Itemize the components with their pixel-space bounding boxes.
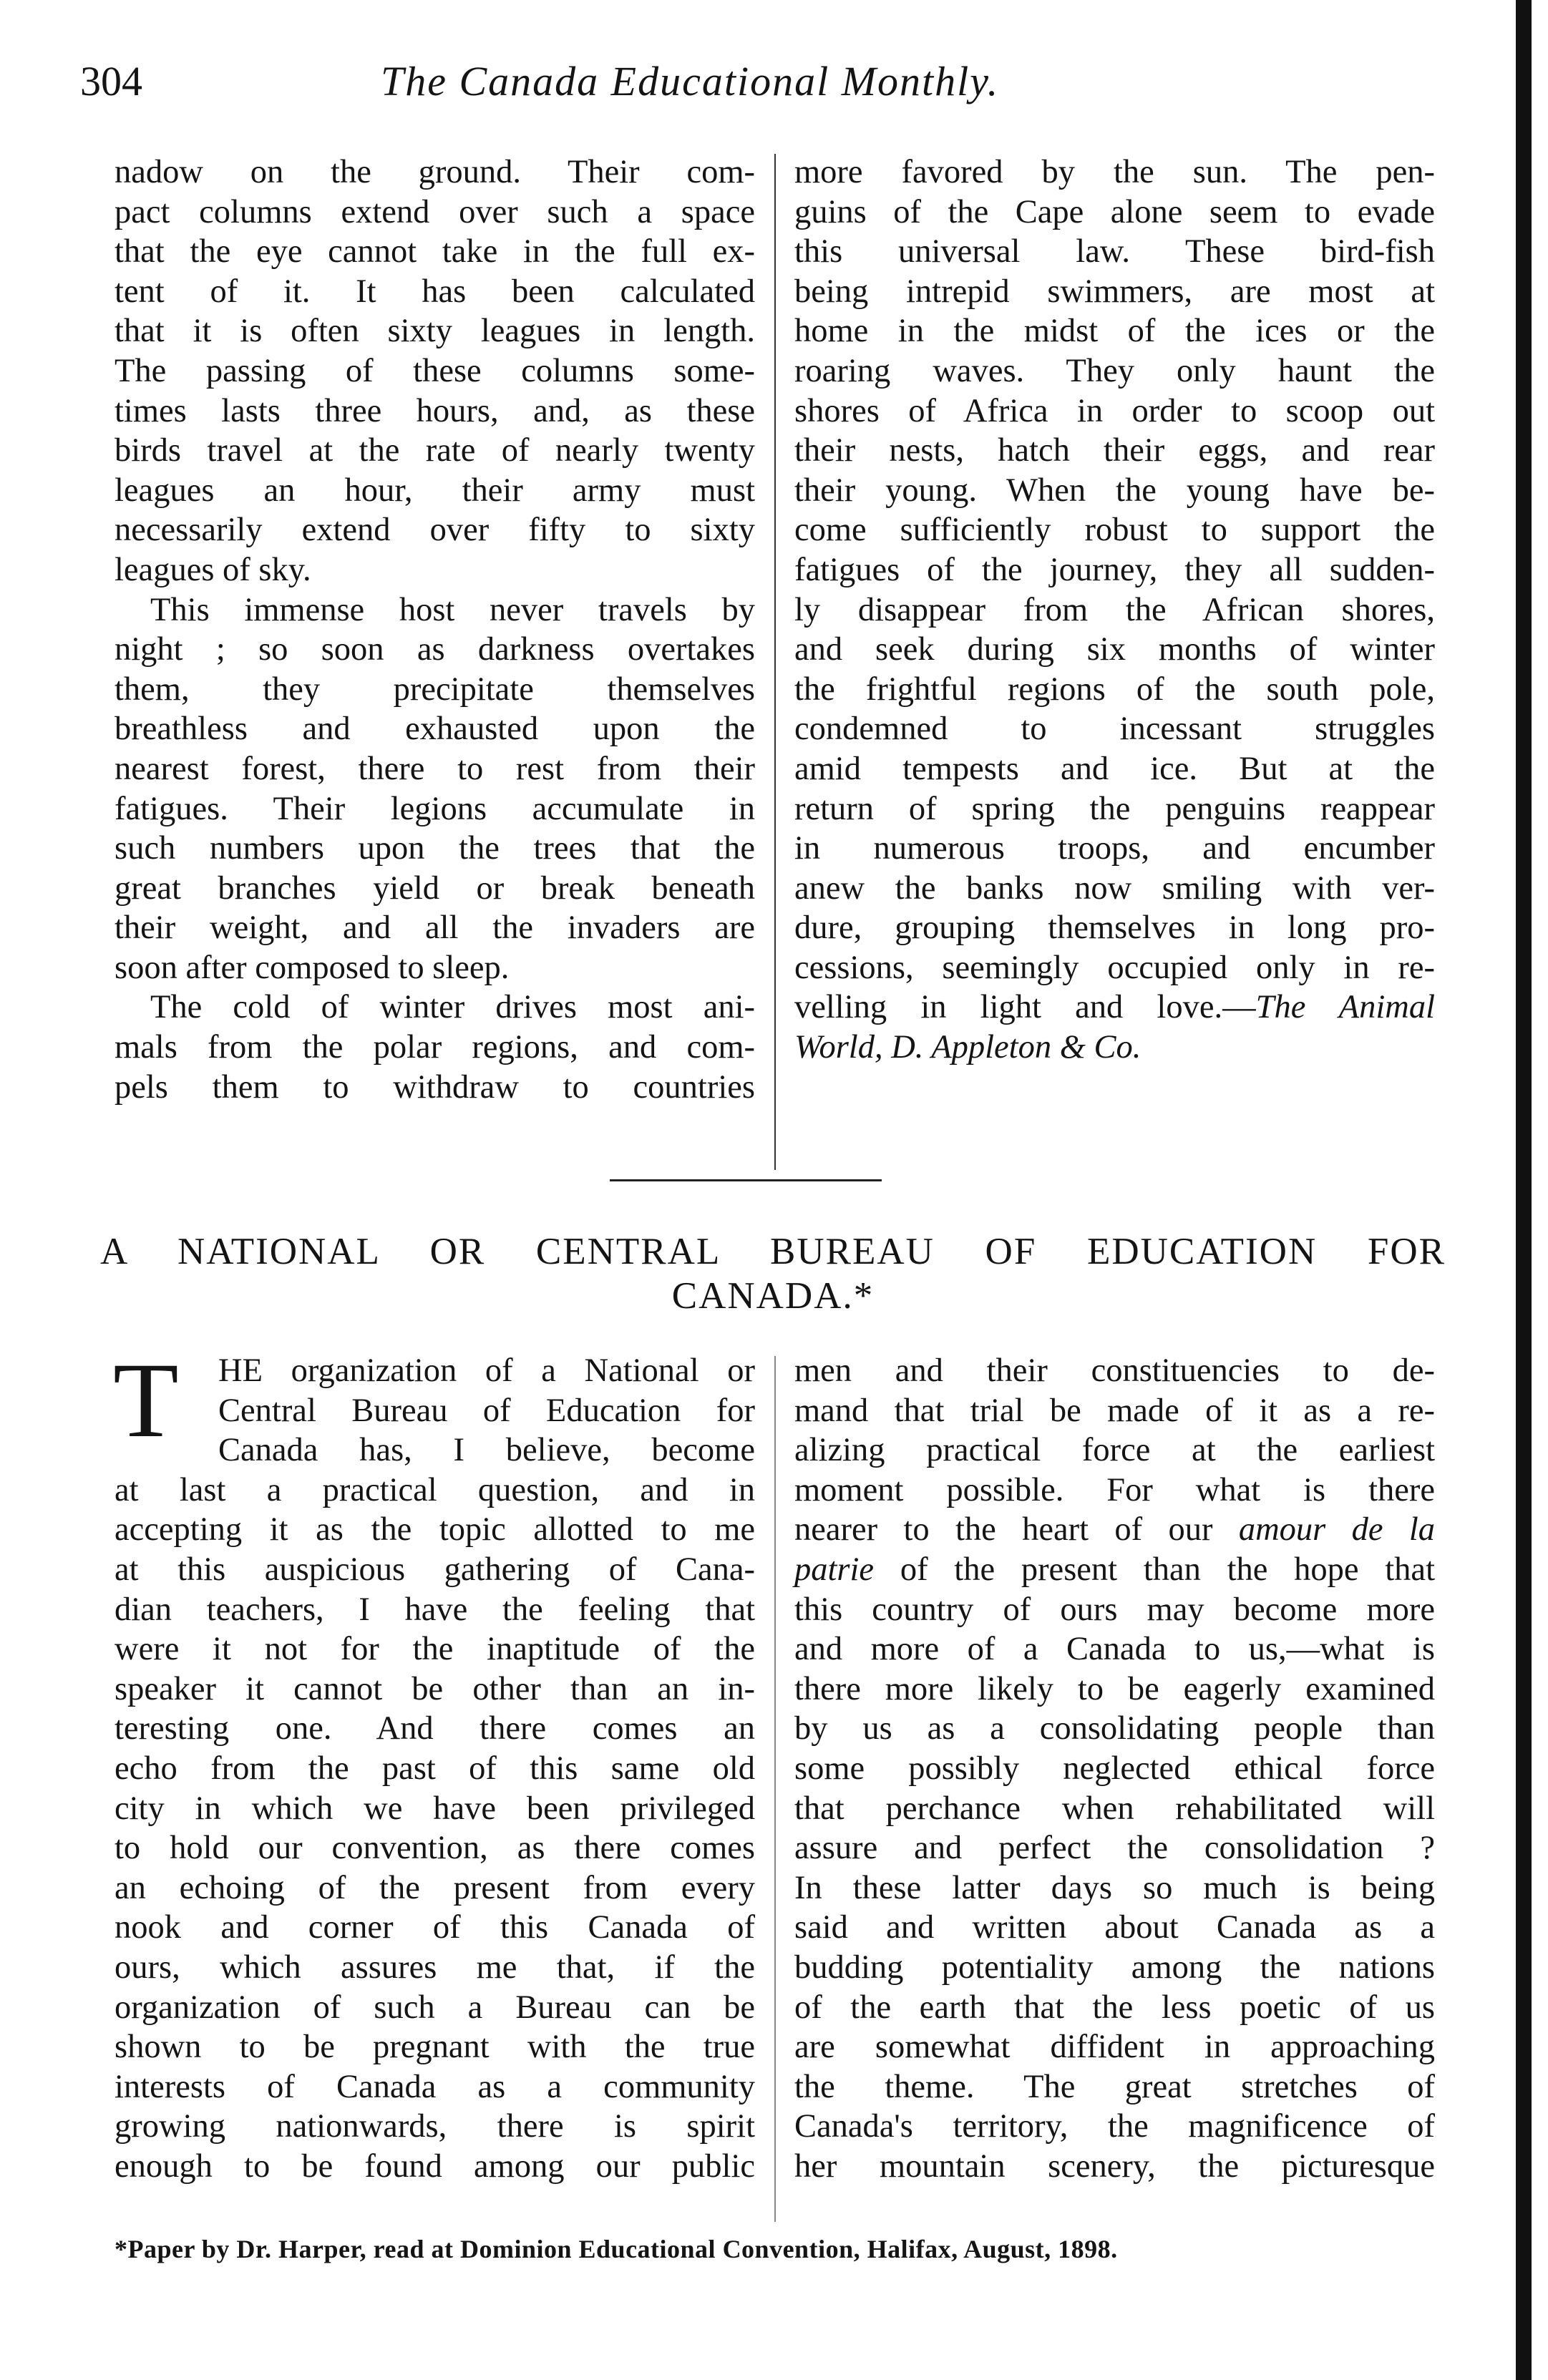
article1-left-column <box>115 152 755 1107</box>
text-line: echo from the past of this same old <box>115 1750 755 1787</box>
text-line: by us as a consolidating people than <box>794 1710 1435 1747</box>
text-line: condemned to incessant struggles <box>794 711 1435 748</box>
text-line: their weight, and all the invaders are <box>115 909 755 947</box>
article-title-line: A NATIONAL OR CENTRAL BUREAU OF EDUCATION FOR <box>100 1231 1446 1272</box>
text-line: that perchance when rehabilitated will <box>794 1790 1435 1827</box>
text-line: night ; so soon as darkness overtakes <box>115 631 755 668</box>
text-line: cessions, seemingly occupied only in re- <box>794 949 1435 986</box>
text-line: speaker it cannot be other than an in- <box>115 1670 755 1707</box>
text-line: nearest forest, there to rest from their <box>115 750 755 787</box>
text-line: their nests, hatch their eggs, and rear <box>794 432 1435 469</box>
text-line: HE organization of a National or <box>218 1352 755 1389</box>
running-title: The Canada Educational Monthly. <box>381 58 1000 104</box>
text-line: In these latter days so much is being <box>794 1869 1435 1906</box>
text-line: ly disappear from the African shores, <box>794 591 1435 628</box>
text-line: this country of ours may become more <box>794 1591 1435 1628</box>
text-line: guins of the Cape alone seem to evade <box>794 193 1435 230</box>
text-line: enough to be found among our public <box>115 2147 755 2185</box>
text-line: some possibly neglected ethical force <box>794 1750 1435 1787</box>
article-title-line: CANADA.* <box>671 1275 875 1317</box>
text-line: and seek during six months of winter <box>794 631 1435 668</box>
text-line: shown to be pregnant with the true <box>115 2029 755 2066</box>
text-line: Canada has, I believe, become <box>218 1432 755 1469</box>
text-line: pact columns extend over such a space <box>115 193 755 230</box>
text-line: leagues of sky. <box>115 551 311 588</box>
text-line: at last a practical question, and in <box>115 1471 755 1508</box>
text-line: of the earth that the less poetic of us <box>794 1989 1435 2026</box>
text-line: Canada's territory, the magnificence of <box>794 2108 1435 2145</box>
text-line: amid tempests and ice. But at the <box>794 750 1435 787</box>
text-line: home in the midst of the ices or the <box>794 313 1435 350</box>
footnote: *Paper by Dr. Harper, read at Dominion Educational Convention, Halifax, August, 1898. <box>115 2235 1118 2263</box>
text-line: men and their constituencies to de- <box>794 1352 1435 1389</box>
drop-cap: T <box>113 1341 179 1460</box>
text-line: times lasts three hours, and, as these <box>115 392 755 429</box>
article2-right-column <box>794 1351 1435 2186</box>
running-header <box>80 57 1433 122</box>
text-line: come sufficiently robust to support the <box>794 512 1435 549</box>
text-line: more favored by the sun. The pen- <box>794 154 1435 190</box>
text-line: soon after composed to sleep. <box>115 949 510 986</box>
text-line: an echoing of the present from every <box>115 1869 755 1906</box>
text-line: leagues an hour, their army must <box>115 472 755 509</box>
text-line: anew the banks now smiling with ver- <box>794 869 1435 907</box>
text-line: that it is often sixty leagues in length. <box>115 313 755 350</box>
citation-prefix: velling in light and love.— <box>794 989 1256 1026</box>
text-line: birds travel at the rate of nearly twenty <box>115 432 755 469</box>
text-line: The passing of these columns some- <box>115 352 755 389</box>
scan-edge-bar <box>1516 0 1532 2380</box>
text-line: Central Bureau of Education for <box>218 1392 755 1429</box>
section-divider <box>610 1179 882 1181</box>
text-line: breathless and exhausted upon the <box>115 711 755 748</box>
text-line: budding potentiality among the nations <box>794 1949 1435 1986</box>
text-line: the theme. The great stretches of <box>794 2068 1435 2105</box>
text-line: The cold of winter drives most ani- <box>150 989 755 1026</box>
text-fragment: nearer to the heart of our <box>794 1511 1213 1549</box>
article2-title <box>100 1229 1446 1318</box>
text-line: tent of it. It has been calculated <box>115 273 755 310</box>
text-line: are somewhat diffident in approaching <box>794 2029 1435 2066</box>
text-line: them, they precipitate themselves <box>115 670 755 708</box>
text-line: their young. When the young have be- <box>794 472 1435 509</box>
text-line: accepting it as the topic allotted to me <box>115 1511 755 1549</box>
text-line: in numerous troops, and encumber <box>794 830 1435 867</box>
text-line: there more likely to be eagerly examined <box>794 1670 1435 1707</box>
foreign-phrase: patrie <box>794 1551 875 1588</box>
text-line: nook and corner of this Canada of <box>115 1909 755 1946</box>
text-line: dian teachers, I have the feeling that <box>115 1591 755 1628</box>
article1-right-column <box>794 152 1435 1068</box>
foreign-phrase: amour de la <box>1238 1511 1435 1549</box>
text-line: organization of such a Bureau can be <box>115 1989 755 2026</box>
text-line: pels them to withdraw to countries <box>115 1068 755 1106</box>
text-line-mixed <box>794 1550 1435 1590</box>
text-line: and more of a Canada to us,—what is <box>794 1631 1435 1668</box>
column-divider <box>774 1356 776 2222</box>
page-number: 304 <box>80 58 142 104</box>
text-line: interests of Canada as a community <box>115 2068 755 2105</box>
text-line: such numbers upon the trees that the <box>115 830 755 867</box>
text-line: necessarily extend over fifty to sixty <box>115 512 755 549</box>
text-line: ours, which assures me that, if the <box>115 1949 755 1986</box>
text-line: This immense host never travels by <box>150 591 755 628</box>
text-line: teresting one. And there comes an <box>115 1710 755 1747</box>
article2-left-column <box>113 1341 755 2186</box>
text-line: mals from the polar regions, and com- <box>115 1029 755 1066</box>
text-line: said and written about Canada as a <box>794 1909 1435 1946</box>
text-line: being intrepid swimmers, are most at <box>794 273 1435 310</box>
text-line-mixed <box>794 1510 1435 1550</box>
citation-title: The Animal <box>1255 989 1435 1026</box>
text-line: dure, grouping themselves in long pro- <box>794 909 1435 947</box>
text-line: this universal law. These bird-fish <box>794 233 1435 270</box>
text-line: to hold our convention, as there comes <box>115 1830 755 1867</box>
text-line: the frightful regions of the south pole, <box>794 670 1435 708</box>
text-line: fatigues. Their legions accumulate in <box>115 790 755 827</box>
text-fragment: of the present than the hope that <box>900 1551 1435 1588</box>
text-line: great branches yield or break beneath <box>115 869 755 907</box>
text-line: mand that trial be made of it as a re- <box>794 1392 1435 1429</box>
text-line: alizing practical force at the earliest <box>794 1432 1435 1469</box>
text-line: that the eye cannot take in the full ex- <box>115 233 755 270</box>
text-line: return of spring the penguins reappear <box>794 790 1435 827</box>
text-line: shores of Africa in order to scoop out <box>794 392 1435 429</box>
text-line: her mountain scenery, the picturesque <box>794 2147 1435 2185</box>
text-line-citation <box>794 987 1435 1028</box>
text-line: fatigues of the journey, they all sudden- <box>794 551 1435 588</box>
text-line: growing nationwards, there is spirit <box>115 2108 755 2145</box>
column-divider <box>774 154 776 1170</box>
text-line: assure and perfect the consolidation ? <box>794 1830 1435 1867</box>
text-line: roaring waves. They only haunt the <box>794 352 1435 389</box>
text-line: at this auspicious gathering of Cana- <box>115 1551 755 1588</box>
text-line: nadow on the ground. Their com- <box>115 154 755 190</box>
text-line: moment possible. For what is there <box>794 1471 1435 1508</box>
text-line: city in which we have been privileged <box>115 1790 755 1827</box>
text-line: were it not for the inaptitude of the <box>115 1631 755 1668</box>
citation-line: World, D. Appleton & Co. <box>794 1029 1141 1066</box>
